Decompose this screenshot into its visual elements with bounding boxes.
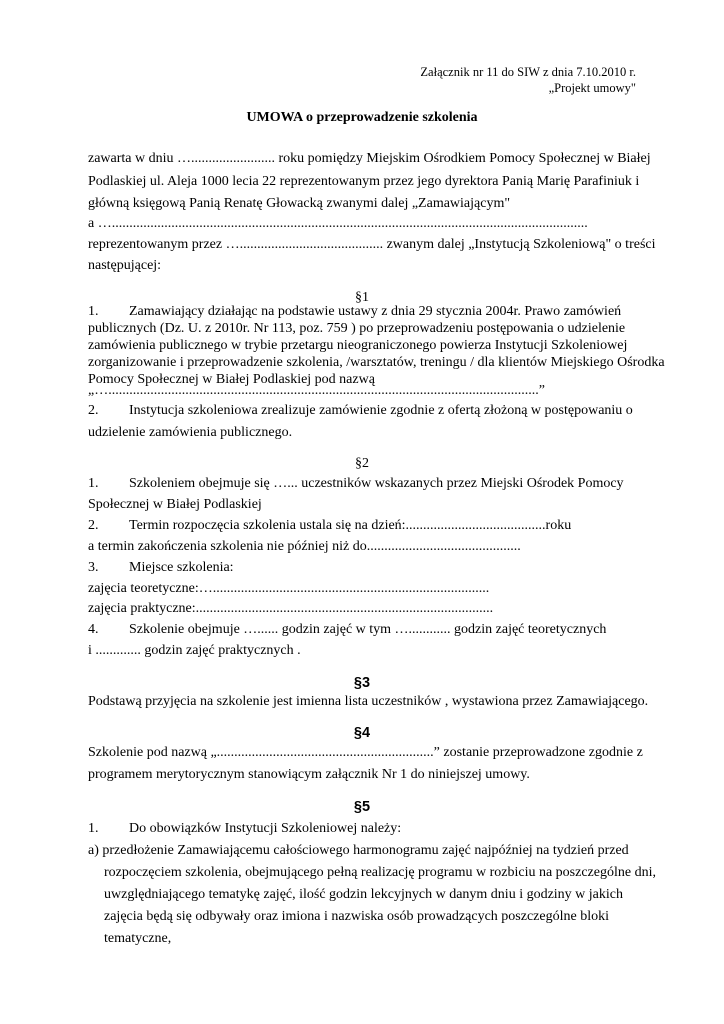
document-title: UMOWA o przeprowadzenie szkolenia (246, 110, 478, 125)
s2-p1-number: 1. (88, 476, 99, 491)
s2-p1-line-1: Szkoleniem obejmuje się …... uczestników wskazanych przez Miejski Ośrodek Pomocy (129, 476, 624, 491)
intro-line-3: główną księgową Panią Renatę Głowacką zwanymi dalej „Zamawiającym" (88, 196, 511, 211)
s1-p1-line-5: Pomocy Społecznej w Białej Podlaskiej pod nazwą (88, 372, 375, 387)
s2-p3-line-1: Miejsce szkolenia: (129, 560, 234, 575)
section-3-heading: §3 (353, 675, 371, 691)
intro-line-5: reprezentowanym przez …......................................... zwanym dalej „Instytucją Szkoleniową" o treści (88, 237, 656, 252)
s2-p1-line-2: Społecznej w Białej Podlaskiej (88, 497, 262, 512)
s2-p4-line-1: Szkolenie obejmuje …...... godzin zajęć w tym …............ godzin zajęć teoretycznych (129, 622, 607, 637)
section-5-heading: §5 (353, 799, 371, 815)
attachment-line-1: Załącznik nr 11 do SIW z dnia 7.10.2010 r. (420, 65, 636, 79)
s2-p3-line-3: zajęcia praktyczne:..................................................................................... (88, 601, 494, 616)
s5-p1-text: Do obowiązków Instytucji Szkoleniowej należy: (129, 821, 402, 836)
s1-p1-line-3: zamówienia publicznego w trybie przetargu nieograniczonego powierza Instytucji Szkoleniowej (88, 338, 628, 353)
s5-item-a-line-5: tematyczne, (104, 931, 172, 946)
s5-item-a-line-2: rozpoczęciem szkolenia, obejmującego pełną realizację programu w rozbiciu na poszczególne dni, (104, 865, 656, 880)
s2-p4-line-2: i ............. godzin zajęć praktycznych . (88, 643, 301, 658)
s1-p2-line-1: Instytucja szkoleniowa zrealizuje zamówienie zgodnie z ofertą złożoną w postępowaniu o (129, 403, 633, 418)
s1-p1-line-4: zorganizowanie i przeprowadzenie szkolenia, /warsztatów, treningu / dla klientów Miejskiego Ośrodka (88, 355, 665, 370)
s5-item-a-line-1: a) przedłożenie Zamawiającemu całościowego harmonogramu zajęć najpóźniej na tydzień przed (88, 843, 629, 858)
s1-p1-line-6: „…...........................................................................................................................” (88, 383, 545, 398)
s2-p2-line-1: Termin rozpoczęcia szkolenia ustala się na dzień:........................................roku (129, 518, 572, 533)
section-2-heading: §2 (355, 456, 369, 471)
s2-p2-line-2: a termin zakończenia szkolenia nie później niż do............................................ (88, 539, 521, 554)
intro-line-2: Podlaskiej ul. Aleja 1000 lecia 22 reprezentowanym przez jego dyrektora Panią Marię Parafiniuk i (88, 174, 640, 189)
attachment-line-2: „Projekt umowy" (548, 81, 636, 95)
s3-text: Podstawą przyjęcia na szkolenie jest imienna lista uczestników , wystawiona przez Zamawiającego. (88, 694, 649, 709)
s2-p4-number: 4. (88, 622, 99, 637)
s4-line-1: Szkolenie pod nazwą „..............................................................” zostanie przeprowadzone zgodnie z (88, 745, 643, 760)
section-4-heading: §4 (353, 725, 371, 741)
attachment-note (420, 64, 636, 96)
s1-p1-line-2: publicznych (Dz. U. z 2010r. Nr 113, poz. 759 ) po przeprowadzeniu postępowania o udzielenie (88, 321, 626, 336)
s1-p1-line-1: Zamawiający działając na podstawie ustawy z dnia 29 stycznia 2004r. Prawo zamówień (129, 304, 622, 319)
s2-p3-line-2: zajęcia teoretyczne:…............................................................................... (88, 581, 490, 596)
intro-line-4: a …........................................................................................................................................ (88, 216, 588, 231)
s1-p2-number: 2. (88, 403, 99, 418)
intro-line-6: następującej: (88, 258, 162, 273)
s5-item-a-line-3: uwzględniającego tematykę zajęć, ilość godzin lekcyjnych w danym dniu i godziny w jakich (104, 887, 623, 902)
intro-line-1: zawarta w dniu …........................ roku pomiędzy Miejskim Ośrodkiem Pomocy Społecznej w Białej (88, 151, 651, 166)
s1-p2-line-2: udzielenie zamówienia publicznego. (88, 425, 293, 440)
s5-p1-number: 1. (88, 821, 99, 836)
s1-p1-number: 1. (88, 304, 99, 319)
s4-line-2: programem merytorycznym stanowiącym załącznik Nr 1 do niniejszej umowy. (88, 767, 530, 782)
section-1-heading: §1 (355, 290, 369, 305)
s2-p2-number: 2. (88, 518, 99, 533)
s5-item-a-line-4: zajęcia będą się odbywały oraz imiona i nazwiska osób prowadzących poszczególne bloki (104, 909, 609, 924)
s2-p3-number: 3. (88, 560, 99, 575)
